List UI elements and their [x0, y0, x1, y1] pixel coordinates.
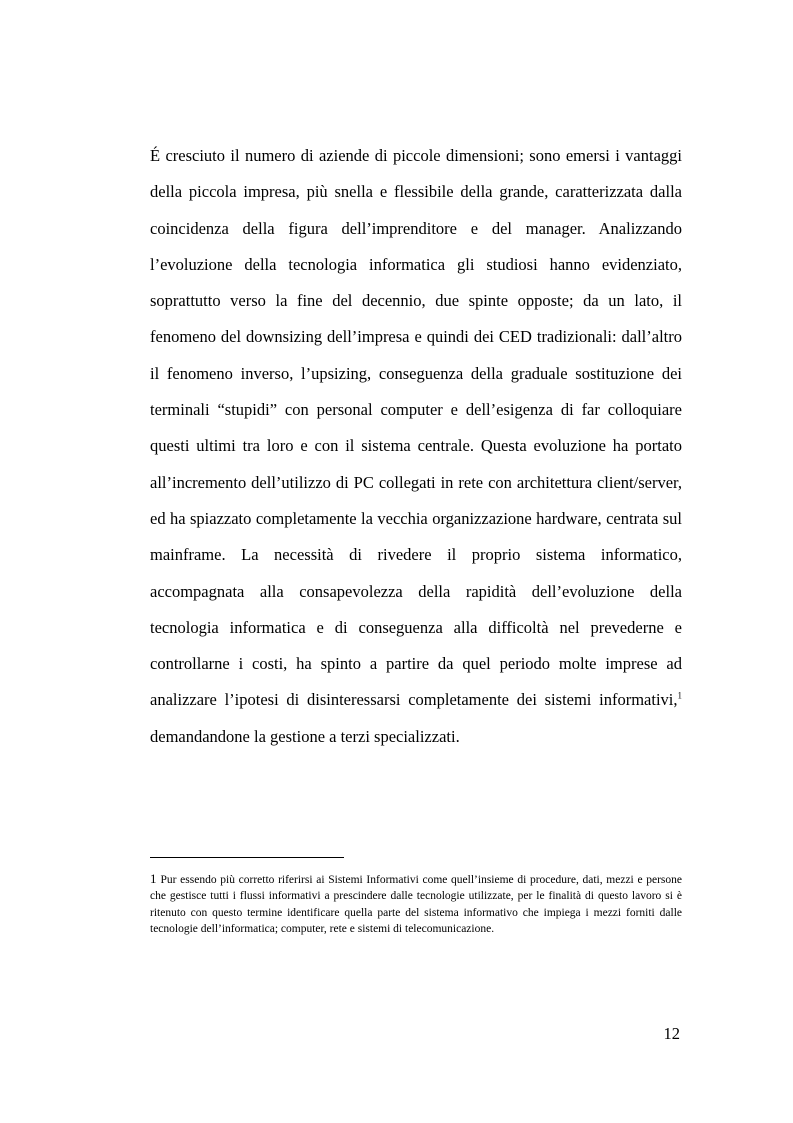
body-paragraph: [150, 138, 682, 755]
footnote-separator: [150, 857, 344, 858]
footnote-reference[interactable]: 1: [677, 690, 682, 701]
paragraph: [150, 138, 682, 755]
paragraph-text: É cresciuto il numero di aziende di piccole dimensioni; sono emersi i vantaggi della piccola impresa, più snella e flessibile della grande, caratterizzata dalla coincidenza della figura dell’imprenditore e del manager. Analizzando l’evoluzione della tecnologia informatica gli studiosi hanno evidenziato, soprattutto verso la fine del decennio, due spinte opposte; da un lato, il fenomeno del downsizing dell’impresa e quindi dei CED tradizionali: dall’altro il fenomeno inverso, l’upsizing, conseguenza della graduale sostituzione dei terminali “stupidi” con personal computer e dell’esigenza di far colloquiare questi ultimi tra loro e con il sistema centrale. Questa evoluzione ha portato all’incremento dell’utilizzo di PC collegati in rete con architettura client/server, ed ha spiazzato completamente la vecchia organizzazione hardware, centrata sul mainframe. La necessità di rivedere il proprio sistema informatico, accompagnata alla consapevolezza della rapidità dell’evoluzione della tecnologia informatica e di conseguenza alla difficoltà nel prevederne e controllarne i costi, ha spinto a partire da quel periodo molte imprese ad analizzare l’ipotesi di disinteressarsi completamente dei sistemi informativi,: [150, 146, 682, 710]
paragraph-text-end: demandandone la gestione a terzi specializzati.: [150, 726, 460, 746]
footnote-paragraph: [150, 871, 682, 938]
footnote: [150, 871, 682, 938]
page-number: 12: [663, 1024, 680, 1043]
footnote-text: Pur essendo più corretto riferirsi ai Sistemi Informativi come quell’insieme di procedure, dati, mezzi e persone che gestisce tutti i flussi informativi a prescindere dalle tecnologie utilizzate, per le finalità di questo lavoro si è ritenuto con questo termine identificare quella parte del sistema informativo che impiega i mezzi forniti dalle tecnologie dell’informatica; computer, rete e sistemi di telecomunicazione.: [150, 874, 682, 936]
footnote-number: 1: [150, 871, 157, 886]
